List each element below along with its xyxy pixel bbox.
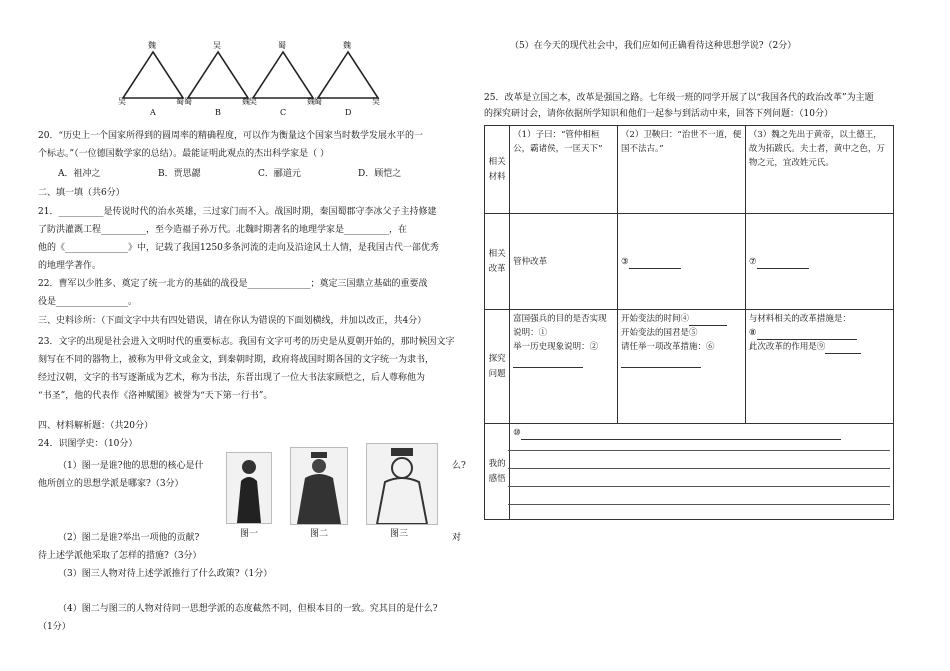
section-3-heading: 三、史料诊所：（下面文字中共有四处错误，请在你认为错误的下面划横线，并加以改正，共4分） bbox=[38, 316, 427, 326]
q24-part3: （3）图三人物对待上述学派推行了什么政策?（1分） bbox=[58, 569, 273, 579]
q20-line1: 20．“历史上一个国家所得到的圆周率的精确程度，可以作为衡量这个国家当时数学发展水平的一 bbox=[38, 131, 424, 141]
side-reform: 相关改革 bbox=[485, 214, 510, 310]
figure-3-label: 图三 bbox=[390, 529, 409, 539]
feel-line-5 bbox=[508, 504, 890, 505]
triangle-b-top: 吴 bbox=[213, 41, 221, 50]
figure-1-portrait bbox=[226, 452, 272, 524]
q24-part1c: 他所创立的思想学派是哪家?（3分） bbox=[38, 479, 184, 489]
q25-table bbox=[484, 125, 894, 520]
figure-2-sketch bbox=[291, 448, 347, 524]
triangle-a-right: 蜀 bbox=[176, 97, 184, 106]
triangle-b-left: 蜀 bbox=[184, 97, 192, 106]
inquiry-2[interactable]: 开始变法的时间④ 开始变法的国君是⑤ 请任举一项改革措施：⑥ bbox=[617, 310, 745, 424]
q20-option-d[interactable]: D．顾恺之 bbox=[358, 169, 402, 179]
triangle-d-top: 魏 bbox=[343, 41, 351, 50]
figure-2-portrait bbox=[290, 447, 348, 525]
q20-line2: 个标志。”（一位德国数学家的总结）。最能证明此观点的杰出科学家是（ ） bbox=[38, 149, 329, 159]
material-1: （1）子曰：“管仲相桓公，霸诸侯，一匡天下” bbox=[510, 126, 618, 214]
inquiry-1[interactable]: 富国强兵的目的是否实现说明：① 举一历史现象说明：② bbox=[510, 310, 618, 424]
q24-part1b: 么? bbox=[452, 461, 466, 471]
triangle-b-right: 魏 bbox=[242, 97, 250, 106]
q23-line4: “书圣”，他的代表作《洛神赋图》被誉为“天下第一行书”。 bbox=[38, 391, 273, 401]
q22-line2: 役是________________。 bbox=[38, 297, 138, 307]
q22-line1: 22．曹军以少胜多、奠定了统一北方的基础的战役是______________；奠定三国鼎立基础的重要战 bbox=[38, 279, 428, 289]
q21-line2: 了防洪灌溉工程__________，至今造福子孙万代。北魏时期著名的地理学家是__________，在 bbox=[38, 225, 408, 235]
triangle-d-left: 蜀 bbox=[314, 97, 322, 106]
q24-part2b: 对 bbox=[452, 533, 462, 543]
side-feel: 我的感悟 bbox=[485, 424, 510, 520]
q23-line3: 经过汉朝，文字的书写逐渐成为艺术，称为书法，东晋出现了一位大书法家顾恺之，后人尊称他为 bbox=[38, 373, 426, 383]
triangle-b-choice: B bbox=[215, 108, 221, 117]
q20-option-a[interactable]: A．祖冲之 bbox=[58, 169, 101, 179]
inquiry-3[interactable]: 与材料相关的改革措施是： ⑧ 此次改革的作用是⑨ bbox=[745, 310, 893, 424]
q24-part1a: （1）图一是谁?他的思想的核心是什 bbox=[58, 461, 204, 471]
figure-3-sketch bbox=[367, 444, 437, 524]
feel-area[interactable]: ⑩ bbox=[510, 424, 894, 520]
material-2: （2）卫鞅曰：“治世不一道，便国不法古。” bbox=[617, 126, 745, 214]
triangle-c-top: 蜀 bbox=[278, 41, 286, 50]
triangle-d-right: 吴 bbox=[372, 97, 380, 106]
q25-line1: 25．改革是立国之本，改革是强国之路。七年级一班的同学开展了以“我国各代的政治改革”为主题 bbox=[484, 93, 874, 103]
figure-1-label: 图一 bbox=[240, 529, 259, 539]
q23-line2: 刻写在不同的器物上，被称为甲骨文或金文，到秦朝时期，政府将战国时期各国的文字统一为隶书， bbox=[38, 355, 435, 365]
reform-2[interactable]: ③ bbox=[617, 214, 745, 310]
q23-line1: 23．文字的出现是社会进入文明时代的重要标志。我国有文字可考的历史是从夏朝开始的，那时候因文字 bbox=[38, 337, 455, 347]
side-material: 相关材料 bbox=[485, 126, 510, 214]
feel-line-3 bbox=[508, 468, 890, 469]
q24-part2c: 待上述学派他采取了怎样的措施?（3分） bbox=[38, 551, 202, 561]
triangle-c-choice: C bbox=[280, 108, 287, 117]
q21-line3: 他的《______________》中，记载了我国1250多条河流的走向及沿途风土人情，是我国古代一部优秀 bbox=[38, 243, 439, 253]
triangle-c-left: 吴 bbox=[249, 97, 257, 106]
reform-3[interactable]: ⑦ bbox=[745, 214, 893, 310]
q24-part4b: （1分） bbox=[38, 622, 71, 632]
q24-part2a: （2）图二是谁?举出一项他的贡献? bbox=[58, 533, 200, 543]
section-4-heading: 四、材料解析题：（共20分） bbox=[38, 421, 153, 431]
figure-2-label: 图二 bbox=[310, 529, 329, 539]
feel-line-4 bbox=[508, 486, 890, 487]
feel-line-2 bbox=[508, 450, 890, 451]
material-3: （3）魏之先出于黄帝，以土德王，故为拓跋氏。夫土者，黄中之色，万物之元，宜改姓元氏。 bbox=[745, 126, 893, 214]
q20-option-c[interactable]: C．郦道元 bbox=[258, 169, 301, 179]
q20-option-b[interactable]: B．贾思勰 bbox=[158, 169, 201, 179]
q24-title: 24．识图学史：（10分） bbox=[38, 439, 138, 449]
q21-line1: 21．__________是传说时代的治水英雄，三过家门而不入。战国时期，秦国蜀郡守李冰父子主持修建 bbox=[38, 207, 437, 217]
figure-1-sketch bbox=[227, 453, 271, 523]
kingdom-triangles-figure bbox=[118, 40, 388, 118]
triangle-a-top: 魏 bbox=[148, 41, 156, 50]
side-inquiry: 探究问题 bbox=[485, 310, 510, 424]
triangle-a-left: 吴 bbox=[118, 97, 126, 106]
triangle-a-choice: A bbox=[150, 108, 156, 117]
reform-1: 管仲改革 bbox=[510, 214, 618, 310]
q24-part5: （5）在今天的现代社会中，我们应如何正确看待这种思想学说?（2分） bbox=[510, 41, 797, 51]
q21-line4: 的地理学著作。 bbox=[38, 261, 102, 271]
section-2-heading: 二、填一填（共6分） bbox=[38, 188, 125, 198]
triangle-c-right: 魏 bbox=[307, 97, 315, 106]
q25-line2: 的探究研讨会，请你依据所学知识和他们一起参与到活动中来，回答下列问题：（10分） bbox=[484, 109, 833, 119]
figure-3-portrait bbox=[366, 443, 438, 525]
triangle-d-choice: D bbox=[345, 108, 352, 117]
q24-part4a: （4）图二与图三的人物对待同一思想学派的态度截然不同，但根本目的一致。究其目的是什么? bbox=[58, 604, 438, 614]
